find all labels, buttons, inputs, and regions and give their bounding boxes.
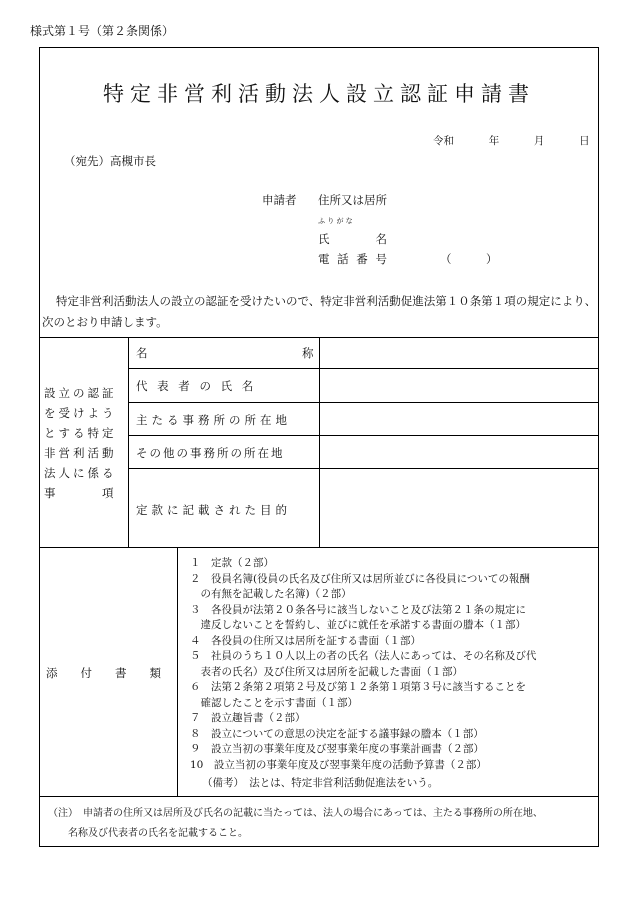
list-item: 確認したことを示す書面（１部） bbox=[190, 696, 358, 709]
intro-sentence: 特定非営利活動法人の設立の認証を受けたいので、特定非営利活動促進法第１０条第１項の規定により、次のとおり申請します。 bbox=[42, 294, 597, 329]
list-item: 表者の氏名）及び住所又は居所を記載した書面（１部） bbox=[190, 665, 463, 678]
row-label-purpose: 定款に記載された目的 bbox=[136, 503, 291, 517]
phone-parens: （ ） bbox=[440, 252, 498, 266]
row-label-other-office: その他の事務所の所在地 bbox=[136, 446, 285, 460]
footnote bbox=[48, 804, 598, 844]
row-line bbox=[128, 368, 599, 369]
list-item: １ 定款（２部） bbox=[190, 557, 274, 569]
matters-bottom-line bbox=[39, 547, 599, 548]
list-item: ６ 法第２条第２項第２号及び第１２条第１項第３号に該当することを bbox=[190, 681, 526, 693]
phone-label: 電 話 番 号 bbox=[318, 252, 389, 266]
date-line bbox=[433, 133, 590, 148]
matters-header-line: 法人に係る bbox=[44, 466, 117, 480]
list-item: ５ 社員のうち１０人以上の者の氏名（法人にあっては、その名称及び代 bbox=[190, 650, 537, 662]
list-item: ４ 各役員の住所又は居所を証する書面（１部） bbox=[190, 634, 421, 647]
row-line bbox=[128, 468, 599, 469]
row-label-representative: 代 表 者 の 氏 名 bbox=[136, 379, 257, 393]
matters-header-line: を受けよう bbox=[44, 406, 117, 420]
list-item: 10 設立当初の事業年度及び翌事業年度の活動予算書（２部） bbox=[190, 758, 487, 771]
list-item: ８ 設立についての意思の決定を証する議事録の謄本（１部） bbox=[190, 727, 484, 740]
matters-header-line: 設立の認証 bbox=[44, 386, 117, 400]
row-label-name-left: 名 bbox=[136, 346, 148, 360]
list-item: ７ 設立趣旨書（２部） bbox=[190, 712, 306, 724]
matters-header-line: 非営利活動 bbox=[44, 446, 117, 460]
name-label: 氏 名 bbox=[318, 232, 387, 246]
address-label: 住所又は居所 bbox=[318, 193, 387, 207]
date-year: 年 bbox=[488, 135, 500, 147]
page-title: 特定非営利活動法人設立認証申請書 bbox=[103, 82, 535, 106]
row-line bbox=[128, 435, 599, 436]
list-item: ３ 各役員が法第２０条各号に該当しないこと及び法第２１条の規定に bbox=[190, 603, 526, 616]
list-item: の有無を記載した名簿)（２部） bbox=[190, 588, 352, 600]
form-number: 様式第１号（第２条関係） bbox=[30, 24, 175, 38]
attachments-list bbox=[190, 556, 600, 773]
attachments-divider bbox=[177, 547, 178, 796]
attachments-label: 添 付 書 類 bbox=[46, 666, 161, 680]
matters-header-line: 事 項 bbox=[44, 486, 117, 500]
row-label-name-right: 称 bbox=[302, 346, 314, 360]
remark: （備考） 法とは、特定非営利活動促進法をいう。 bbox=[202, 777, 439, 789]
attachments-bottom-line bbox=[39, 796, 599, 797]
row-line bbox=[128, 402, 599, 403]
matters-header-line: とする特定 bbox=[44, 426, 117, 440]
date-era: 令和 bbox=[433, 135, 454, 147]
list-item: ２ 役員名簿(役員の氏名及び住所又は居所並びに各役員についての報酬 bbox=[190, 572, 530, 585]
matters-header bbox=[44, 383, 126, 503]
intro-text bbox=[42, 291, 597, 333]
addressee: （宛先）高槻市長 bbox=[64, 154, 156, 168]
footnote-line: 名称及び代表者の氏名を記載すること。 bbox=[68, 828, 248, 839]
row-label-main-office: 主たる事務所の所在地 bbox=[136, 413, 291, 427]
list-item: ９ 設立当初の事業年度及び翌事業年度の事業計画書（２部） bbox=[190, 743, 484, 755]
date-month: 月 bbox=[533, 135, 545, 147]
furigana-label: ふ り が な bbox=[318, 217, 353, 225]
applicant-label: 申請者 bbox=[262, 193, 297, 207]
list-item: 違反しないことを誓約し、並びに就任を承諾する書面の謄本（１部） bbox=[190, 619, 526, 631]
date-day: 日 bbox=[579, 135, 590, 147]
footnote-line: （注） 申請者の住所又は居所及び氏名の記載に当たっては、法人の場合にあっては、主たる事務所の所在地、 bbox=[48, 808, 543, 819]
